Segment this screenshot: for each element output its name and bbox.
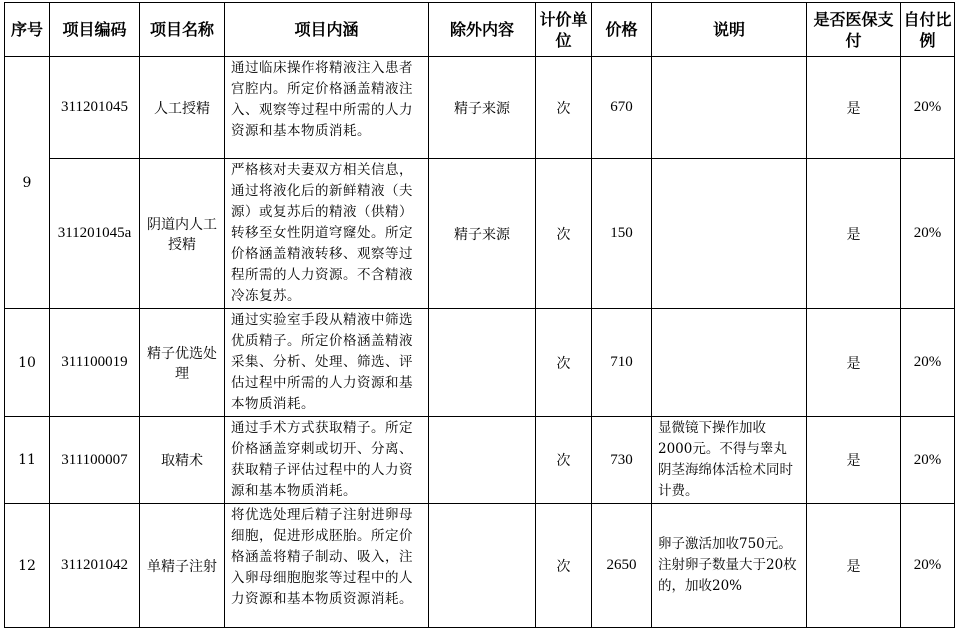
code-cell: 311201042 bbox=[50, 504, 140, 628]
excluded-cell: 精子来源 bbox=[429, 159, 536, 309]
name-cell: 精子优选处理 bbox=[140, 309, 225, 417]
note-cell: 卵子激活加收750元。注射卵子数量大于20枚的，加收20% bbox=[652, 504, 807, 628]
content-cell: 通过实验室手段从精液中筛选优质精子。所定价格涵盖精液采集、分析、处理、筛选、评估过程中所需的人力资源和基本物质消耗。 bbox=[225, 309, 429, 417]
table-row bbox=[5, 309, 955, 417]
content-cell: 将优选处理后精子注射进卵母细胞，促进形成胚胎。所定价格涵盖将精子制动、吸入，注入卵母细胞胞浆等过程中的人力资源和基本物质资源消耗。 bbox=[225, 504, 429, 628]
code-cell: 311201045 bbox=[50, 57, 140, 159]
seq-cell: 10 bbox=[5, 309, 50, 417]
ratio-cell: 20% bbox=[901, 417, 955, 504]
unit-cell: 次 bbox=[536, 57, 592, 159]
name-cell: 阴道内人工授精 bbox=[140, 159, 225, 309]
price-cell: 730 bbox=[592, 417, 652, 504]
header-seq: 序号 bbox=[5, 3, 50, 57]
excluded-cell bbox=[429, 309, 536, 417]
header-row bbox=[5, 3, 955, 57]
header-price: 价格 bbox=[592, 3, 652, 57]
price-cell: 150 bbox=[592, 159, 652, 309]
insurance-cell: 是 bbox=[807, 309, 901, 417]
excluded-cell bbox=[429, 504, 536, 628]
price-cell: 2650 bbox=[592, 504, 652, 628]
name-cell: 取精术 bbox=[140, 417, 225, 504]
code-cell: 311100019 bbox=[50, 309, 140, 417]
unit-cell: 次 bbox=[536, 504, 592, 628]
ratio-cell: 20% bbox=[901, 159, 955, 309]
header-code: 项目编码 bbox=[50, 3, 140, 57]
unit-cell: 次 bbox=[536, 417, 592, 504]
ratio-cell: 20% bbox=[901, 309, 955, 417]
table-row bbox=[5, 504, 955, 628]
header-excluded: 除外内容 bbox=[429, 3, 536, 57]
content-cell: 通过临床操作将精液注入患者宫腔内。所定价格涵盖精液注入、观察等过程中所需的人力资源和基本物质消耗。 bbox=[225, 57, 429, 159]
insurance-cell: 是 bbox=[807, 57, 901, 159]
content-cell: 通过手术方式获取精子。所定价格涵盖穿刺或切开、分离、获取精子评估过程中的人力资源和基本物质消耗。 bbox=[225, 417, 429, 504]
price-table bbox=[4, 2, 955, 628]
excluded-cell bbox=[429, 417, 536, 504]
code-cell: 311100007 bbox=[50, 417, 140, 504]
header-insurance: 是否医保支付 bbox=[807, 3, 901, 57]
excluded-cell: 精子来源 bbox=[429, 57, 536, 159]
unit-cell: 次 bbox=[536, 309, 592, 417]
ratio-cell: 20% bbox=[901, 57, 955, 159]
table-row bbox=[5, 417, 955, 504]
name-cell: 单精子注射 bbox=[140, 504, 225, 628]
insurance-cell: 是 bbox=[807, 417, 901, 504]
header-unit: 计价单位 bbox=[536, 3, 592, 57]
unit-cell: 次 bbox=[536, 159, 592, 309]
header-name: 项目名称 bbox=[140, 3, 225, 57]
insurance-cell: 是 bbox=[807, 159, 901, 309]
price-cell: 710 bbox=[592, 309, 652, 417]
insurance-cell: 是 bbox=[807, 504, 901, 628]
note-cell bbox=[652, 309, 807, 417]
seq-cell: 9 bbox=[5, 57, 50, 309]
header-note: 说明 bbox=[652, 3, 807, 57]
header-content: 项目内涵 bbox=[225, 3, 429, 57]
note-cell: 显微镜下操作加收2000元。不得与睾丸阴茎海绵体活检术同时计费。 bbox=[652, 417, 807, 504]
ratio-cell: 20% bbox=[901, 504, 955, 628]
table-row bbox=[5, 57, 955, 159]
note-cell bbox=[652, 159, 807, 309]
header-ratio: 自付比例 bbox=[901, 3, 955, 57]
name-cell: 人工授精 bbox=[140, 57, 225, 159]
content-cell: 严格核对夫妻双方相关信息，通过将液化后的新鲜精液（夫源）或复苏后的精液（供精）转移至女性阴道穹窿处。所定价格涵盖精液转移、观察等过程所需的人力资源。不含精液冷冻复苏。 bbox=[225, 159, 429, 309]
note-cell bbox=[652, 57, 807, 159]
code-cell: 311201045a bbox=[50, 159, 140, 309]
seq-cell: 11 bbox=[5, 417, 50, 504]
seq-cell: 12 bbox=[5, 504, 50, 628]
price-cell: 670 bbox=[592, 57, 652, 159]
table-row bbox=[5, 159, 955, 309]
